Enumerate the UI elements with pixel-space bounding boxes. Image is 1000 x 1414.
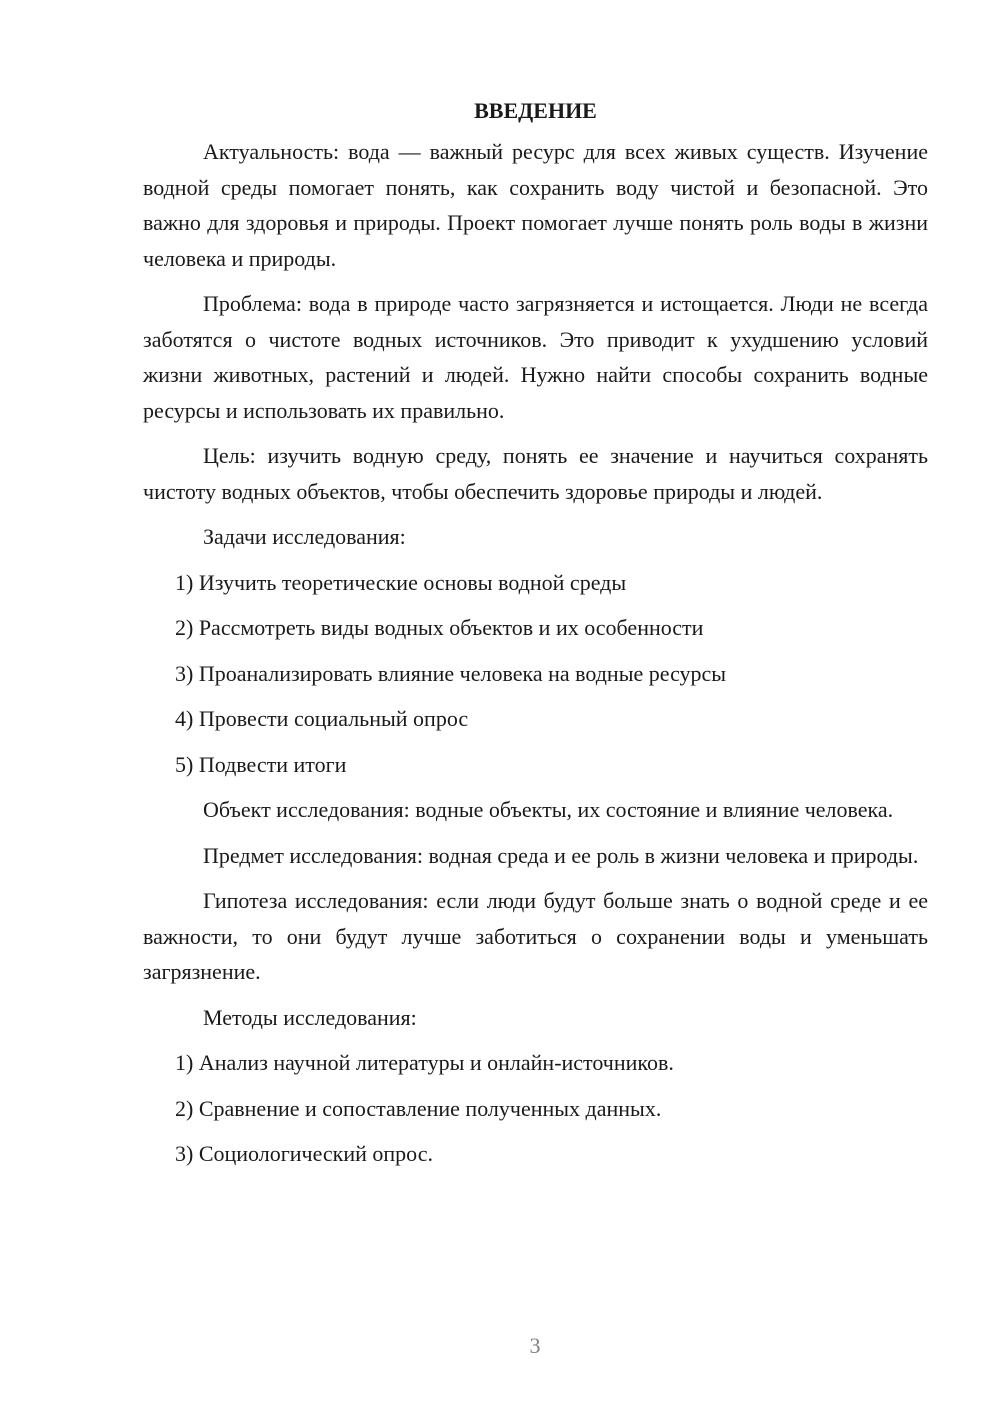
page-title: ВВЕДЕНИЕ [474, 98, 597, 123]
tasks-heading: Задачи исследования: [203, 524, 406, 549]
list-item: 1) Изучить теоретические основы водной среды [175, 569, 627, 595]
hypothesis-paragraph: Гипотеза исследования: если люди будут больше знать о водной среде и ее важности, то они будут лучше заботиться о сохранении воды и уменьшать загрязнение. [143, 888, 928, 984]
goal-paragraph: Цель: изучить водную среду, понять ее значение и научиться сохранять чистоту водных объектов, чтобы обеспечить здоровье природы и людей. [143, 443, 928, 504]
list-item: 3) Социологический опрос. [175, 1141, 433, 1166]
list-item: 1) Анализ научной литературы и онлайн-источников. [175, 1050, 674, 1075]
relevance-paragraph: Актуальность: вода — важный ресурс для всех живых существ. Изучение водной среды помогает понять, как сохранить воду чистой и безопасной. Это важно для здоровья и природы. Проект помогает лучше понять роль воды в жизни человека и природы. [143, 139, 928, 271]
methods-heading: Методы исследования: [203, 1004, 417, 1030]
subject-paragraph: Предмет исследования: водная среда и ее роль в жизни человека и природы. [203, 842, 919, 868]
list-item: 4) Провести социальный опрос [175, 706, 469, 731]
methods-list [143, 1045, 928, 1172]
problem-paragraph: Проблема: вода в природе часто загрязняется и истощается. Люди не всегда заботятся о чистоте водных источников. Это приводит к ухудшению условий жизни животных, растений и людей. Нужно найти способы сохранить водные ресурсы и использовать их правильно. [143, 291, 928, 423]
tasks-list [143, 565, 928, 783]
object-paragraph: Объект исследования: водные объекты, их состояние и влияние человека. [203, 797, 894, 822]
list-item: 2) Сравнение и сопоставление полученных данных. [175, 1095, 662, 1121]
page-number: 3 [529, 1333, 541, 1358]
document-page [143, 96, 928, 1182]
list-item: 5) Подвести итоги [175, 751, 347, 777]
list-item: 3) Проанализировать влияние человека на водные ресурсы [175, 660, 727, 686]
list-item: 2) Рассмотреть виды водных объектов и их особенности [175, 615, 704, 640]
